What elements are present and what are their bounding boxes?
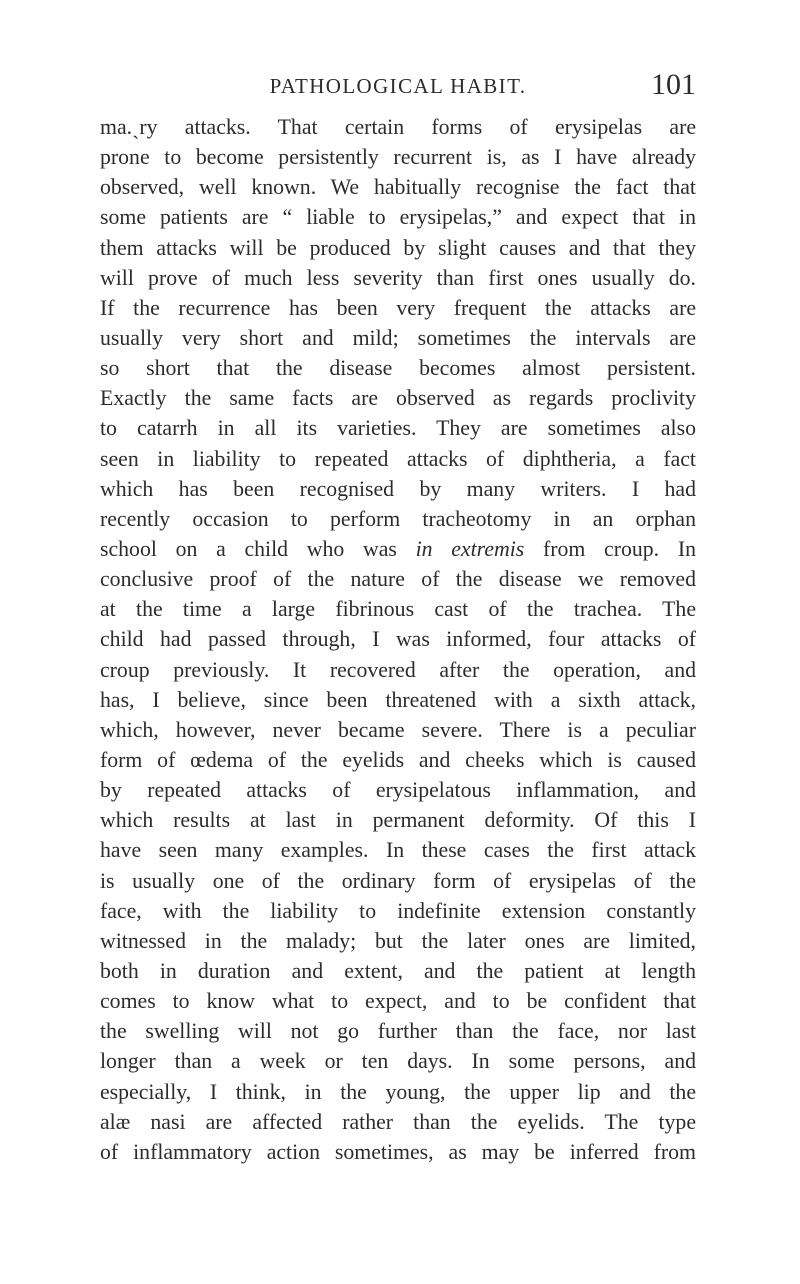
italic-phrase: in extremis: [415, 536, 525, 561]
text-line: especially, I think, in the young, the upper lip and the: [100, 1079, 696, 1104]
text-line: to catarrh in all its varieties. They are sometimes also: [100, 416, 696, 441]
text-line: will prove of much less severity than first ones usually do.: [100, 265, 696, 290]
text-line: of inflammatory action sometimes, as may be inferred from: [100, 1139, 696, 1164]
text-line: [100, 534, 696, 564]
text-line: Exactly the same facts are observed as regards proclivity: [100, 386, 696, 411]
text-line: witnessed in the malady; but the later ones are limited,: [100, 928, 696, 953]
text-line: recently occasion to perform tracheotomy in an orphan: [100, 506, 696, 531]
line-segment: school on a child who was: [100, 536, 397, 561]
text-line: some patients are “ liable to erysipelas,” and expect that in: [100, 205, 696, 230]
text-line: prone to become persistently recurrent is, as I have already: [100, 145, 696, 170]
text-line: seen in liability to repeated attacks of diphtheria, a fact: [100, 446, 696, 471]
text-line: ma.ˎry attacks. That certain forms of erysipelas are: [100, 115, 696, 139]
text-line: longer than a week or ten days. In some persons, and: [100, 1049, 696, 1074]
text-line: alæ nasi are affected rather than the eyelids. The type: [100, 1109, 696, 1134]
text-line: by repeated attacks of erysipelatous inflammation, and: [100, 778, 696, 803]
text-line: which results at last in permanent deformity. Of this I: [100, 808, 696, 833]
text-line: which, however, never became severe. There is a peculiar: [100, 717, 696, 742]
text-line: croup previously. It recovered after the operation, and: [100, 657, 696, 682]
running-head: [100, 68, 696, 108]
text-line: at the time a large fibrinous cast of the trachea. The: [100, 597, 696, 622]
body-text: [100, 112, 696, 1167]
text-line: child had passed through, I was informed, four attacks of: [100, 627, 696, 652]
text-line: If the recurrence has been very frequent the attacks are: [100, 295, 696, 320]
text-line: comes to know what to expect, and to be confident that: [100, 989, 696, 1014]
text-line: so short that the disease becomes almost persistent.: [100, 356, 696, 381]
text-line: which has been recognised by many writers. I had: [100, 476, 696, 501]
text-line: them attacks will be produced by slight causes and that they: [100, 235, 696, 260]
text-line: have seen many examples. In these cases the first attack: [100, 838, 696, 863]
text-line: usually very short and mild; sometimes the intervals are: [100, 325, 696, 350]
running-title: PATHOLOGICAL HABIT.: [269, 74, 527, 98]
text-line: has, I believe, since been threatened with a sixth attack,: [100, 687, 696, 712]
text-line: both in duration and extent, and the patient at length: [100, 958, 696, 983]
text-line: face, with the liability to indefinite extension constantly: [100, 898, 696, 923]
line-segment: from croup. In: [542, 536, 696, 561]
text-line: conclusive proof of the nature of the disease we removed: [100, 567, 696, 592]
page-number: 101: [651, 68, 696, 101]
text-line: observed, well known. We habitually recognise the fact that: [100, 175, 696, 200]
text-line: is usually one of the ordinary form of erysipelas of the: [100, 868, 696, 893]
text-line: the swelling will not go further than the face, nor last: [100, 1019, 696, 1044]
text-line: form of œdema of the eyelids and cheeks which is caused: [100, 747, 696, 772]
